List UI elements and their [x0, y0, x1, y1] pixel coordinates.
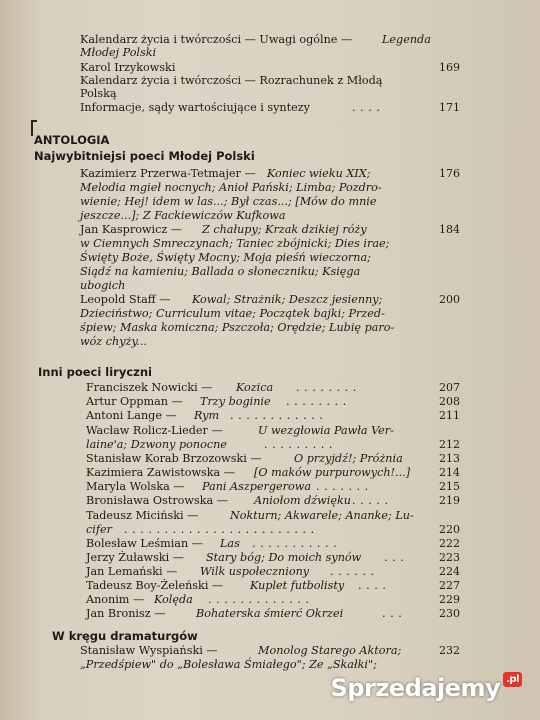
toc-entry: Antoni Lange — Rym . . . . . . . . . . . . 211: [86, 409, 460, 422]
toc-title-italic: Melodia mgieł nocnych; Anioł Pański; Limba; Pozdro-: [80, 181, 382, 194]
toc-title-italic: w Ciemnych Smreczynach; Taniec zbójnicki; Dies irae;: [80, 237, 390, 250]
toc-title-italic: Kuplet futbolisty: [250, 579, 345, 592]
toc-title-italic: wienie; Hej! idem w las...; Był czas...; [Mów do mnie: [80, 195, 377, 208]
section-heading: [0, 628, 540, 644]
toc-entry: Jan Bronisz — Bohaterska śmierć Okrzei . . . 230: [86, 607, 460, 620]
toc-title-italic: Monolog Starego Aktora;: [258, 644, 402, 657]
toc-title-italic: Nokturn; Akwarele; Ananke; Lu-: [230, 509, 414, 522]
page-number: 220: [439, 523, 460, 536]
toc-title-italic: jeszcze...]; Z Fackiewiczów Kufkowa: [80, 209, 286, 222]
toc-title-italic: Z chałupy; Krzak dzikiej róży: [202, 223, 367, 236]
page-number: 213: [439, 452, 460, 465]
subsection-heading: Najwybitniejsi poeci Młodej Polski: [34, 149, 255, 163]
toc-entry: Anonim — Kolęda . . . . . . . . . . . . . 229: [86, 593, 460, 606]
toc-author: Bronisława Ostrowska —: [86, 494, 228, 507]
page-number: 223: [439, 551, 460, 564]
page-number: 176: [439, 167, 460, 180]
page-number: 224: [439, 565, 460, 578]
toc-title-italic: Wilk uspołeczniony: [200, 565, 310, 578]
toc-author: Tadeusz Miciński —: [86, 509, 199, 522]
page-number: 214: [439, 466, 460, 479]
toc-author: Karol Irzykowski: [80, 61, 176, 74]
anthology-heading: ANTOLOGIA: [34, 133, 110, 147]
toc-entry: Jan Lemański — Wilk uspołeczniony . . . . . . 224: [86, 565, 460, 578]
page-number: 222: [439, 537, 460, 550]
toc-title-italic: Dzieciństwo; Curriculum vitae; Początek bajki; Przed-: [80, 307, 385, 320]
toc-title-italic: cifer: [86, 523, 112, 536]
watermark-badge: .pl: [503, 672, 522, 687]
toc-entry: Franciszek Nowicki — Kozica . . . . . . . . 207: [86, 381, 460, 394]
page-number: 232: [439, 644, 460, 657]
toc-author: Kazimierz Przerwa-Tetmajer —: [80, 167, 256, 180]
toc-author: Jerzy Żuławski —: [86, 551, 184, 564]
toc-line: [0, 45, 540, 61]
page-number: 211: [439, 409, 460, 422]
page-number: 171: [439, 101, 460, 114]
toc-title-italic: Siądź na kamieniu; Ballada o słoneczniku; Księga: [80, 265, 361, 278]
toc-text: Kalendarz życia i twórczości — Uwagi ogólne —: [80, 33, 353, 46]
toc-author: Artur Oppman —: [86, 395, 183, 408]
toc-title-italic: O przyjdź!; Próżnia: [294, 452, 403, 465]
toc-title-italic: U wezgłowia Pawła Ver-: [258, 424, 394, 437]
toc-title-italic: Kolęda: [154, 593, 193, 606]
toc-author: Kazimiera Zawistowska —: [86, 466, 235, 479]
toc-title-italic: Rym: [194, 409, 220, 422]
toc-title-italic: Pani Aszpergerowa: [202, 480, 311, 493]
toc-entry: Tadeusz Boy-Żeleński — Kuplet futbolisty . . . . 227: [86, 579, 460, 592]
toc-entry: Maryla Wolska — Pani Aszpergerowa . . . . . . . 215: [86, 480, 460, 493]
page-number: 212: [439, 438, 460, 451]
toc-entry: laine'a; Dzwony ponocne . . . . . . . . . 212: [86, 438, 460, 451]
toc-title-italic: Trzy boginie: [200, 395, 271, 408]
toc-text: Kalendarz życia i twórczości — Rozrachunek z Młodą: [80, 74, 383, 87]
page-number: 230: [439, 607, 460, 620]
toc-title-italic: laine'a; Dzwony ponocne: [86, 438, 227, 451]
page-number: 207: [439, 381, 460, 394]
toc-author: Jan Lemański —: [86, 565, 178, 578]
toc-title-italic: Kowal; Strażnik; Deszcz jesienny;: [192, 293, 383, 306]
toc-author: Stanisław Wyspiański —: [80, 644, 218, 657]
page-number: 215: [439, 480, 460, 493]
page-number: 219: [439, 494, 460, 507]
subsection-heading: W kręgu dramaturgów: [52, 629, 198, 643]
toc-title-italic: Młodej Polski: [80, 46, 157, 59]
subsection-heading: Inni poeci liryczni: [38, 365, 152, 379]
toc-author: Antoni Lange —: [86, 409, 177, 422]
toc-title-italic: śpiew; Maska komiczna; Pszczoła; Orędzie; Lubię paro-: [80, 321, 395, 334]
toc-entry: [0, 657, 540, 673]
toc-author: Wacław Rolicz-Lieder —: [86, 424, 223, 437]
section-heading: [0, 364, 540, 380]
toc-title-italic: „Przedśpiew" do „Bolesława Śmiałego"; Ze „Skałki";: [80, 658, 377, 671]
watermark-logo: [331, 672, 522, 704]
page-number: 229: [439, 593, 460, 606]
section-heading: [0, 132, 540, 148]
toc-title-italic: Kozica: [236, 381, 274, 394]
toc-entry: Bolesław Leśmian — Las . . . . . . . . . . . 222: [86, 537, 460, 550]
toc-title-italic: ubogich: [80, 279, 126, 292]
toc-title-italic: Stary bóg; Do moich synów: [206, 551, 362, 564]
page-number: 200: [439, 293, 460, 306]
toc-title-italic: Legenda: [382, 33, 431, 46]
toc-title-italic: wóz chyży...: [80, 335, 147, 348]
toc-title-italic: Las: [220, 537, 240, 550]
toc-author: Jan Bronisz —: [86, 607, 166, 620]
page-number: 227: [439, 579, 460, 592]
toc-title-italic: Bohaterska śmierć Okrzei: [196, 607, 344, 620]
toc-author: Bolesław Leśmian —: [86, 537, 203, 550]
toc-author: Jan Kasprowicz —: [80, 223, 182, 236]
section-heading: [0, 148, 540, 164]
toc-author: Franciszek Nowicki —: [86, 381, 213, 394]
toc-title-italic: [O maków purpurowych!...]: [254, 466, 411, 479]
toc-title-italic: Koniec wieku XIX;: [267, 167, 371, 180]
toc-text: Informacje, sądy wartościujące i syntezy: [80, 101, 310, 114]
toc-entry: cifer . . . . . . . . . . . . . . . . . . . . . . . . 220: [86, 523, 460, 536]
toc-text: Polską: [80, 87, 117, 100]
page-number: 169: [439, 61, 460, 74]
toc-author: Leopold Staff —: [80, 293, 171, 306]
toc-author: Stanisław Korab Brzozowski —: [86, 452, 262, 465]
toc-title-italic: Aniołom dźwięku: [254, 494, 351, 507]
page-number: 184: [439, 223, 460, 236]
toc-author: Tadeusz Boy-Żeleński —: [86, 579, 224, 592]
page-number: 208: [439, 395, 460, 408]
toc-title-italic: Święty Boże, Święty Mocny; Moja pieśń wieczorna;: [80, 251, 371, 264]
toc-author: Maryla Wolska —: [86, 480, 185, 493]
toc-entry: Jerzy Żuławski — Stary bóg; Do moich synów . . . 223: [86, 551, 460, 564]
toc-author: Anonim —: [86, 593, 145, 606]
toc-entry: Artur Oppman — Trzy boginie . . . . . . . . 208: [86, 395, 460, 408]
watermark-text: Sprzedajemy: [330, 674, 501, 702]
toc-line: Informacje, sądy wartościujące i syntezy . . . . 171: [80, 101, 460, 114]
toc-entry: Bronisława Ostrowska — Aniołom dźwięku . . . . . 219: [86, 494, 460, 507]
